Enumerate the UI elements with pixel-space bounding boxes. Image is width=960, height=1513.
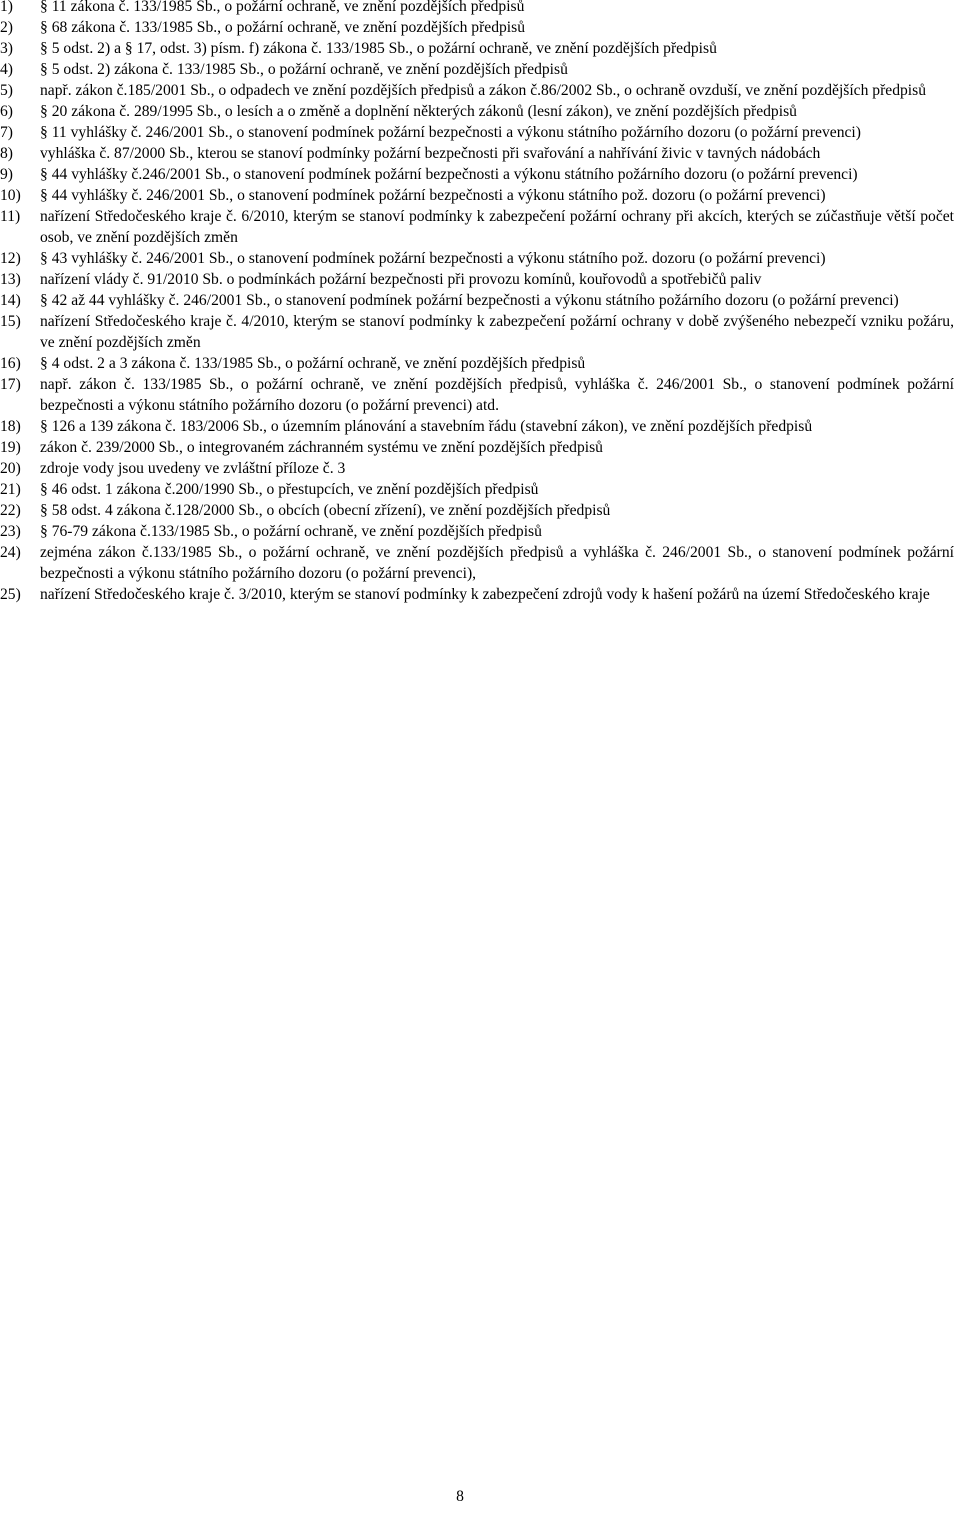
footnote-text: § 44 vyhlášky č.246/2001 Sb., o stanovení podmínek požární bezpečnosti a výkonu státního požárního dozoru (o požární prevenci) xyxy=(40,166,858,183)
footnote-text: nařízení Středočeského kraje č. 3/2010, kterým se stanoví podmínky k zabezpečení zdrojů vody k hašení požárů na území Středočeského kraje xyxy=(40,586,930,603)
footnote-text: § 20 zákona č. 289/1995 Sb., o lesích a o změně a doplnění některých zákonů (lesní zákon), ve znění pozdějších předpisů xyxy=(40,103,797,120)
footnote-25 xyxy=(0,584,956,605)
footnote-number: 1) xyxy=(0,0,13,15)
footnote-number: 22) xyxy=(0,502,21,519)
footnote-text: zdroje vody jsou uvedeny ve zvláštní příloze č. 3 xyxy=(40,460,346,477)
footnote-9 xyxy=(0,164,956,185)
footnote-text: § 42 až 44 vyhlášky č. 246/2001 Sb., o stanovení podmínek požární bezpečnosti a výkonu státního požárního dozoru (o požární prevenci) xyxy=(40,292,899,309)
footnote-number: 10) xyxy=(0,187,21,204)
footnote-5 xyxy=(0,80,956,101)
footnote-6 xyxy=(0,101,956,122)
footnote-18 xyxy=(0,416,956,437)
footnote-number: 3) xyxy=(0,40,13,57)
footnote-4 xyxy=(0,59,956,80)
footnote-number: 18) xyxy=(0,418,21,435)
footnote-13 xyxy=(0,269,956,290)
footnote-text: § 11 zákona č. 133/1985 Sb., o požární ochraně, ve znění pozdějších předpisů xyxy=(40,0,525,15)
footnote-10 xyxy=(0,185,956,206)
footnote-2 xyxy=(0,17,956,38)
footnote-8 xyxy=(0,143,956,164)
footnote-7 xyxy=(0,122,956,143)
footnote-number: 11) xyxy=(0,208,21,225)
footnote-text: § 5 odst. 2) zákona č. 133/1985 Sb., o požární ochraně, ve znění pozdějších předpisů xyxy=(40,61,568,78)
footnote-number: 8) xyxy=(0,145,13,162)
footnote-number: 14) xyxy=(0,292,21,309)
footnote-text: zákon č. 239/2000 Sb., o integrovaném záchranném systému ve znění pozdějších předpisů xyxy=(40,439,603,456)
footnote-3 xyxy=(0,38,956,59)
footnote-number: 24) xyxy=(0,544,21,561)
footnote-15 xyxy=(0,311,956,353)
footnote-number: 19) xyxy=(0,439,21,456)
footnote-text: nařízení vlády č. 91/2010 Sb. o podmínkách požární bezpečnosti při provozu komínů, kouřovodů a spotřebičů paliv xyxy=(40,271,762,288)
footnote-20 xyxy=(0,458,956,479)
page-number: 8 xyxy=(456,1488,464,1505)
footnote-text: § 44 vyhlášky č. 246/2001 Sb., o stanovení podmínek požární bezpečnosti a výkonu státního pož. dozoru (o požární prevenci) xyxy=(40,187,826,204)
footnote-12 xyxy=(0,248,956,269)
footnote-number: 23) xyxy=(0,523,21,540)
footnote-text: nařízení Středočeského kraje č. 4/2010, kterým se stanoví podmínky k zabezpečení požární ochrany v době zvýšeného nebezpečí vzniku požáru, ve znění pozdějších změn xyxy=(40,313,954,351)
footnote-number: 15) xyxy=(0,313,21,330)
footnote-text: § 4 odst. 2 a 3 zákona č. 133/1985 Sb., o požární ochraně, ve znění pozdějších předpisů xyxy=(40,355,586,372)
footnote-number: 12) xyxy=(0,250,21,267)
footnote-text: např. zákon č. 133/1985 Sb., o požární ochraně, ve znění pozdějších předpisů, vyhláška č. 246/2001 Sb., o stanovení podmínek požární bezpečnosti a výkonu státního požárního dozoru (o požární prevenci) atd. xyxy=(40,376,954,414)
footnote-23 xyxy=(0,521,956,542)
footnote-number: 5) xyxy=(0,82,13,99)
footnote-16 xyxy=(0,353,956,374)
footnote-number: 13) xyxy=(0,271,21,288)
footnote-17 xyxy=(0,374,956,416)
footnote-number: 16) xyxy=(0,355,21,372)
footnote-number: 21) xyxy=(0,481,21,498)
footnote-14 xyxy=(0,290,956,311)
footnote-number: 7) xyxy=(0,124,13,141)
footnote-number: 9) xyxy=(0,166,13,183)
footnote-number: 2) xyxy=(0,19,13,36)
footnote-text: např. zákon č.185/2001 Sb., o odpadech ve znění pozdějších předpisů a zákon č.86/2002 Sb., o ochraně ovzduší, ve znění pozdějších předpisů xyxy=(40,82,927,99)
footnote-number: 6) xyxy=(0,103,13,120)
footnote-text: § 76-79 zákona č.133/1985 Sb., o požární ochraně, ve znění pozdějších předpisů xyxy=(40,523,542,540)
footnote-text: zejména zákon č.133/1985 Sb., o požární ochraně, ve znění pozdějších předpisů a vyhláška č. 246/2001 Sb., o stanovení podmínek požární bezpečnosti a výkonu státního požárního dozoru (o požární prevenci), xyxy=(40,544,954,582)
footnote-list xyxy=(0,0,956,605)
footnote-number: 4) xyxy=(0,61,13,78)
footnote-text: § 58 odst. 4 zákona č.128/2000 Sb., o obcích (obecní zřízení), ve znění pozdějších předpisů xyxy=(40,502,611,519)
footnote-number: 20) xyxy=(0,460,21,477)
footnote-24 xyxy=(0,542,956,584)
footnote-text: § 126 a 139 zákona č. 183/2006 Sb., o územním plánování a stavebním řádu (stavební zákon), ve znění pozdějších předpisů xyxy=(40,418,813,435)
footnote-number: 17) xyxy=(0,376,21,393)
footnote-19 xyxy=(0,437,956,458)
footnote-1 xyxy=(0,0,956,17)
footnote-11 xyxy=(0,206,956,248)
footnote-number: 25) xyxy=(0,586,21,603)
footnote-22 xyxy=(0,500,956,521)
footnote-text: § 68 zákona č. 133/1985 Sb., o požární ochraně, ve znění pozdějších předpisů xyxy=(40,19,525,36)
footnote-text: § 11 vyhlášky č. 246/2001 Sb., o stanovení podmínek požární bezpečnosti a výkonu státního požárního dozoru (o požární prevenci) xyxy=(40,124,861,141)
footnote-text: nařízení Středočeského kraje č. 6/2010, kterým se stanoví podmínky k zabezpečení požární ochrany při akcích, kterých se zúčastňuje větší počet osob, ve znění pozdějších změn xyxy=(40,208,954,246)
footnote-text: § 43 vyhlášky č. 246/2001 Sb., o stanovení podmínek požární bezpečnosti a výkonu státního pož. dozoru (o požární prevenci) xyxy=(40,250,826,267)
footnote-text: vyhláška č. 87/2000 Sb., kterou se stanoví podmínky požární bezpečnosti při svařování a nahřívání živic v tavných nádobách xyxy=(40,145,821,162)
footnote-text: § 46 odst. 1 zákona č.200/1990 Sb., o přestupcích, ve znění pozdějších předpisů xyxy=(40,481,539,498)
footnote-21 xyxy=(0,479,956,500)
footnote-text: § 5 odst. 2) a § 17, odst. 3) písm. f) zákona č. 133/1985 Sb., o požární ochraně, ve znění pozdějších předpisů xyxy=(40,40,717,57)
